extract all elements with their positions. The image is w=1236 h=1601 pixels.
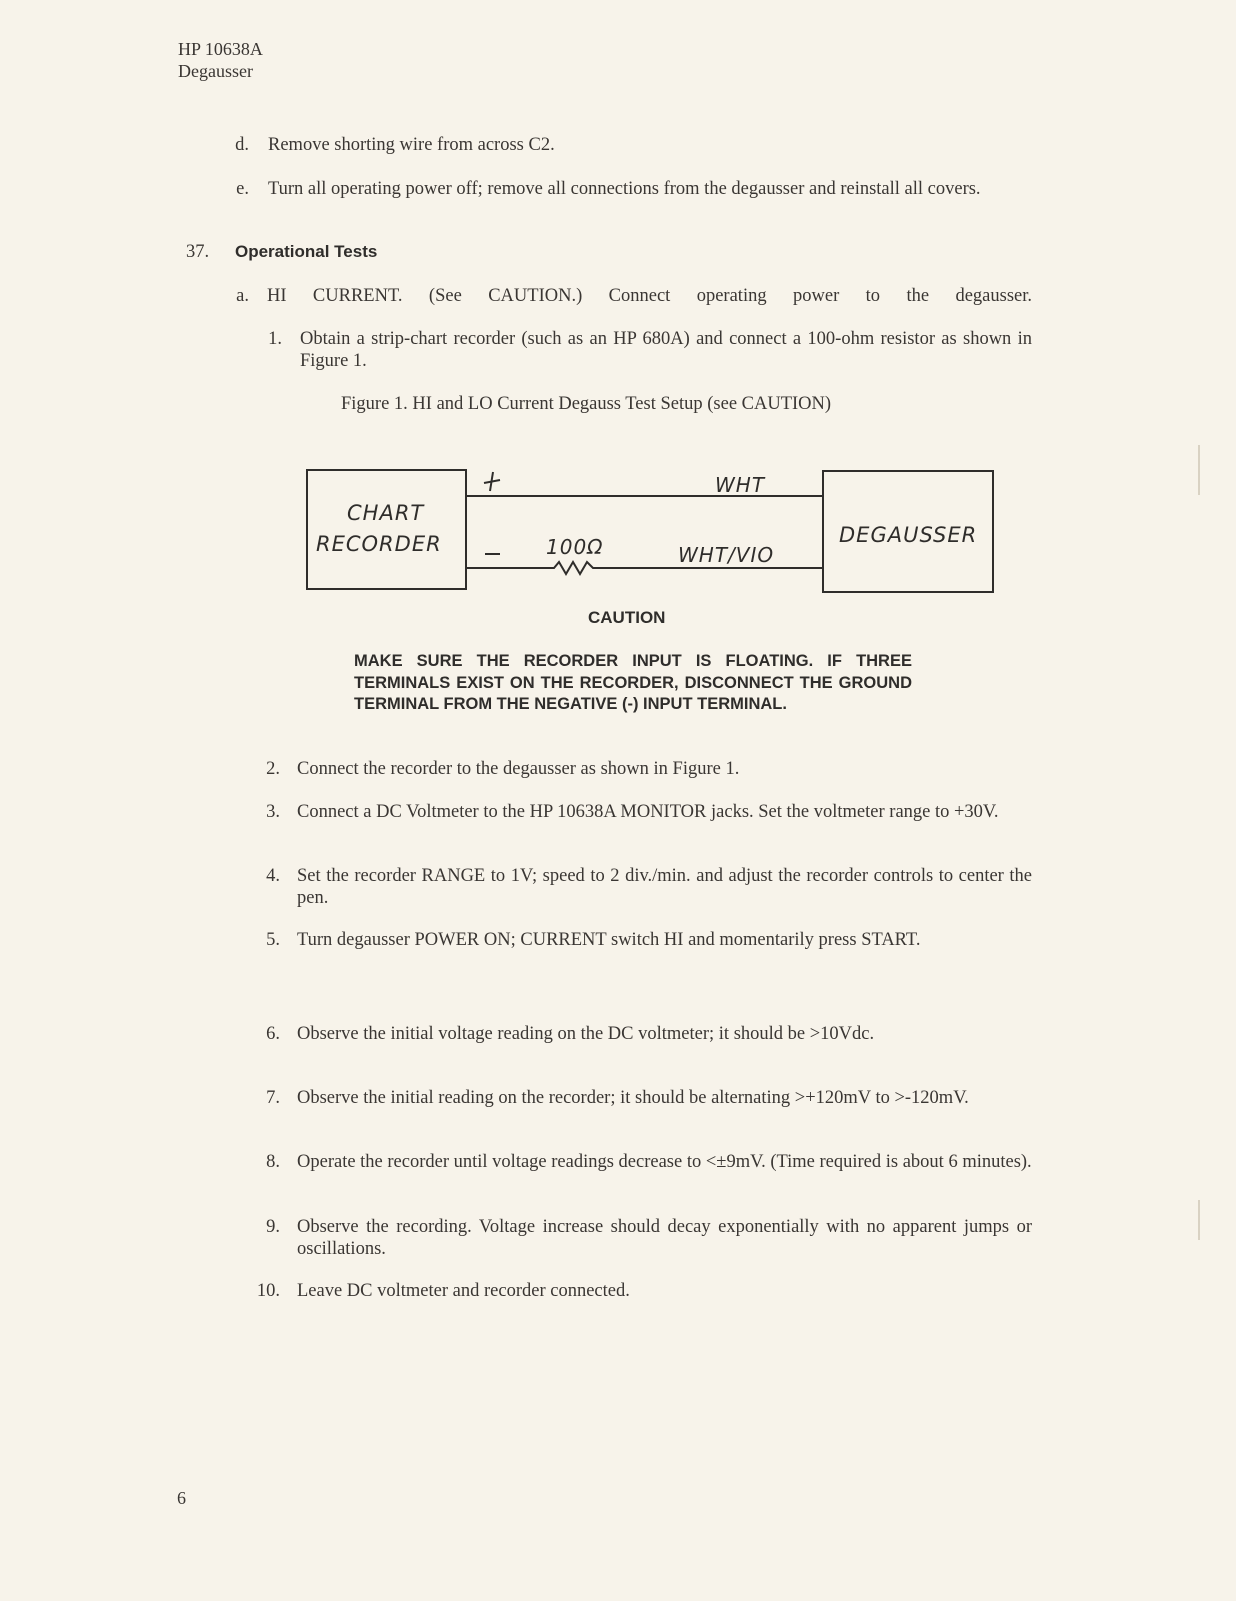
step-3-number: 3.: [266, 802, 280, 822]
step-4-number: 4.: [266, 866, 280, 886]
step-9-number: 9.: [266, 1217, 280, 1237]
step-1-text: Obtain a strip-chart recorder (such as an HP 680A) and connect a 100-ohm resistor as shown in Figure 1.: [300, 329, 1032, 371]
step-8-text: Operate the recorder until voltage readings decrease to <±9mV. (Time required is about 6 minutes).: [297, 1152, 1032, 1172]
step-7-text: Observe the initial reading on the recorder; it should be alternating >+120mV to >-120mV.: [297, 1088, 969, 1108]
document-product: Degausser: [178, 61, 253, 81]
step-a-number: a.: [236, 286, 249, 306]
caution-text: MAKE SURE THE RECORDER INPUT IS FLOATING. IF THREE TERMINALS EXIST ON THE RECORDER, DISCONNECT THE GROUND TERMINAL FROM THE NEGATIVE (-) INPUT TERMINAL.: [354, 652, 912, 713]
step-2-number: 2.: [266, 759, 280, 779]
step-8-number: 8.: [266, 1152, 280, 1172]
caution-title: CAUTION: [588, 608, 666, 627]
step-10-text: Leave DC voltmeter and recorder connected.: [297, 1281, 630, 1301]
section-title: Operational Tests: [235, 242, 378, 261]
step-7-number: 7.: [266, 1088, 280, 1108]
step-e-number: e.: [236, 179, 249, 199]
diagram-label-recorder: RECORDER: [316, 532, 442, 556]
step-5-text: Turn degausser POWER ON; CURRENT switch HI and momentarily press START.: [297, 930, 921, 950]
step-a-text: HI CURRENT. (See CAUTION.) Connect operating power to the degausser.: [267, 286, 1032, 306]
diagram-label-top-wire: WHT: [715, 473, 766, 497]
chart-recorder-box: [307, 470, 466, 589]
page-number: 6: [177, 1488, 186, 1508]
test-setup-diagram: [300, 462, 1000, 597]
step-d-text: Remove shorting wire from across C2.: [268, 135, 555, 155]
scan-edge-mark: [1198, 1200, 1200, 1240]
diagram-label-degausser: DEGAUSSER: [839, 523, 978, 547]
step-6-text: Observe the initial voltage reading on the DC voltmeter; it should be >10Vdc.: [297, 1024, 875, 1044]
document-model: HP 10638A: [178, 39, 263, 59]
diagram-label-chart: CHART: [347, 501, 425, 525]
step-e-text: Turn all operating power off; remove all connections from the degausser and reinstall all covers.: [268, 179, 981, 199]
step-3-text: Connect a DC Voltmeter to the HP 10638A MONITOR jacks. Set the voltmeter range to +30V.: [297, 802, 999, 822]
diagram-label-bottom-wire: WHT/VIO: [678, 543, 775, 567]
figure-caption: Figure 1. HI and LO Current Degauss Test Setup (see CAUTION): [341, 394, 832, 414]
scan-edge-mark: [1198, 445, 1200, 495]
step-4-text: Set the recorder RANGE to 1V; speed to 2 div./min. and adjust the recorder controls to center the pen.: [297, 866, 1032, 908]
step-9-text: Observe the recording. Voltage increase should decay exponentially with no apparent jumps or oscillations.: [297, 1217, 1032, 1259]
step-10-number: 10.: [256, 1281, 280, 1301]
step-2-text: Connect the recorder to the degausser as shown in Figure 1.: [297, 759, 740, 779]
step-d-number: d.: [235, 135, 249, 155]
step-1-number: 1.: [268, 329, 282, 349]
step-6-number: 6.: [266, 1024, 280, 1044]
section-number: 37.: [186, 242, 210, 262]
step-5-number: 5.: [266, 930, 280, 950]
diagram-label-resistor: 100Ω: [546, 535, 604, 559]
